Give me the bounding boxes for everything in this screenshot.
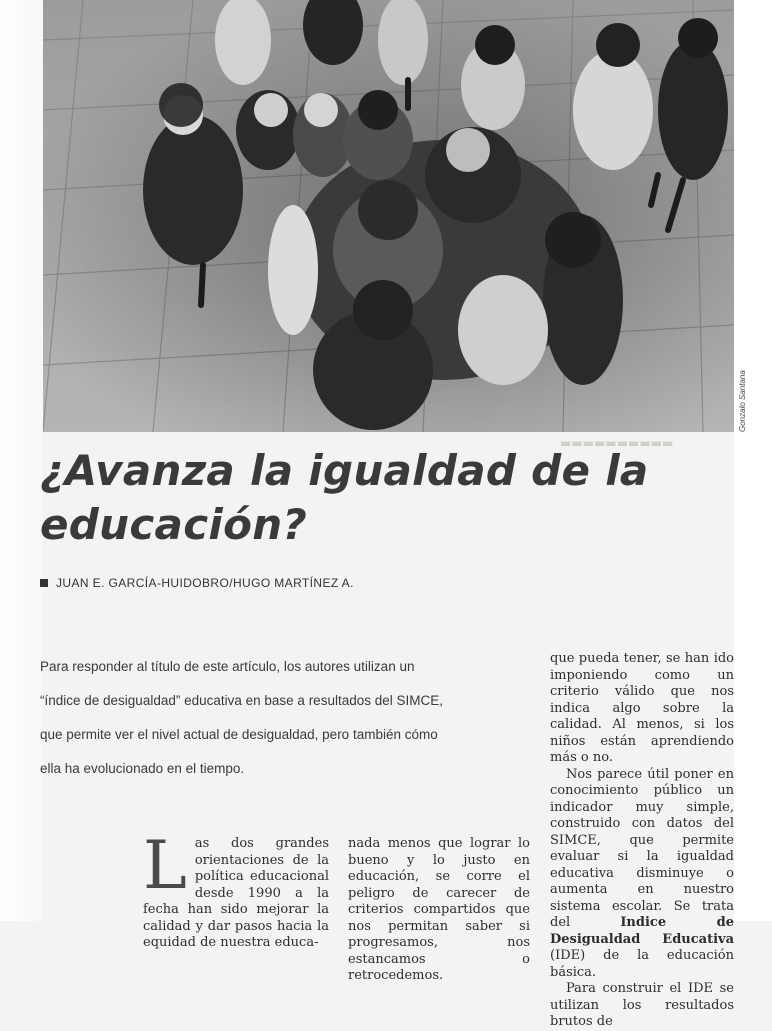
photo-children-icon bbox=[43, 0, 734, 432]
body-column-3 bbox=[550, 651, 734, 1031]
body-column-1 bbox=[143, 827, 329, 952]
drop-cap: L bbox=[143, 827, 187, 904]
article-intro bbox=[40, 650, 480, 786]
body-text: (IDE) de la educación básica. bbox=[550, 948, 734, 980]
left-margin bbox=[0, 0, 43, 921]
byline bbox=[40, 576, 354, 590]
article-photo bbox=[43, 0, 734, 432]
intro-line: ella ha evolucionado en el tiempo. bbox=[40, 761, 245, 776]
intro-line: “índice de desigualdad” educativa en base a resultados del SIMCE, bbox=[40, 693, 443, 708]
show-through: ▬▬▬▬▬▬▬▬▬▬ bbox=[560, 436, 674, 450]
intro-line: Para responder al título de este artículo, los autores utilizan un bbox=[40, 659, 415, 674]
body-paragraph: Para construir el IDE se utilizan los resultados brutos de bbox=[550, 981, 734, 1029]
body-paragraph: as dos grandes orientaciones de la política educacional desde 1990 a la fecha han sido mejorar la calidad y dar pasos hacia la equidad de nuestra educa- bbox=[143, 836, 329, 950]
article-title bbox=[40, 444, 730, 552]
body-bold-term: Indice de Desigualdad Educativa bbox=[550, 915, 735, 947]
body-paragraph: nada menos que lograr lo bueno y lo justo en educación, se corre el peligro de carecer de criterios compartidos que nos permitan saber si progresamos, nos estancamos o retrocedemos. bbox=[348, 836, 530, 983]
body-paragraph bbox=[550, 767, 734, 982]
body-paragraph: que pueda tener, se han ido imponiendo como un criterio válido que nos indica algo sobre la calidad. Al menos, si los niños están aprendiendo más o no. bbox=[550, 651, 734, 765]
body-column-2 bbox=[348, 836, 530, 985]
right-margin bbox=[734, 0, 772, 921]
byline-authors: JUAN E. GARCÍA-HUIDOBRO/HUGO MARTÍNEZ A. bbox=[56, 576, 354, 590]
photo-credit: Gonzalo Santana bbox=[738, 370, 747, 432]
byline-square-icon bbox=[40, 579, 48, 587]
intro-line: que permite ver el nivel actual de desigualdad, pero también cómo bbox=[40, 727, 438, 742]
body-text: Nos parece útil poner en conocimiento público un indicador muy simple, construido con datos del SIMCE, que permite evaluar si la igualdad educativa disminuye o aumenta en nuestro sistema escolar. Se trata del bbox=[550, 766, 734, 930]
title-line-2: educación? bbox=[40, 500, 308, 549]
title-line-1: ¿Avanza la igualdad de la bbox=[40, 446, 649, 495]
